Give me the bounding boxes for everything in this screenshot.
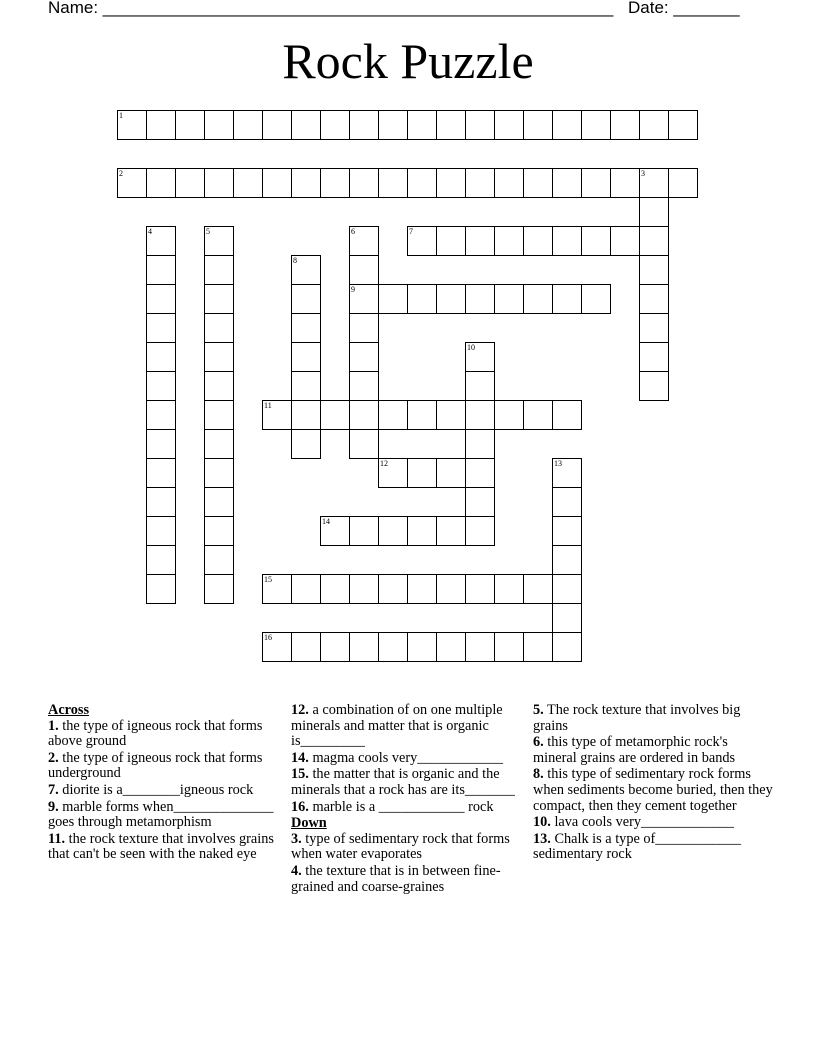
grid-cell[interactable] [407,516,437,546]
grid-cell[interactable] [233,168,263,198]
grid-cell[interactable] [552,226,582,256]
clue-down-6: 6. this type of metamorphic rock's mineral grains are ordered in bands [533,734,736,766]
clues-column-1 [48,703,284,864]
grid-cell[interactable] [146,545,176,575]
grid-cell[interactable] [320,516,350,546]
cell-number: 10 [467,343,475,352]
grid-cell[interactable] [204,110,234,140]
grid-cell[interactable] [465,632,495,662]
grid-cell[interactable] [204,168,234,198]
grid-cell[interactable] [146,226,176,256]
grid-cell[interactable] [204,429,234,459]
grid-cell[interactable] [465,400,495,430]
grid-cell[interactable] [639,197,669,227]
grid-cell[interactable] [639,342,669,372]
grid-cell[interactable] [523,226,553,256]
grid-cell[interactable] [204,342,234,372]
grid-cell[interactable] [349,429,379,459]
cell-number: 6 [351,227,355,236]
cell-number: 14 [322,517,330,526]
grid-cell[interactable] [291,632,321,662]
cell-number: 8 [293,256,297,265]
page-title: Rock Puzzle [282,33,534,89]
grid-cell[interactable] [262,400,292,430]
grid-cell[interactable] [146,371,176,401]
grid-cell[interactable] [146,313,176,343]
grid-cell[interactable] [668,168,698,198]
name-field-label: Name: ______________________________________________________ [48,0,614,17]
clue-down-5: 5. The rock texture that involves big grains [533,702,741,734]
grid-cell[interactable] [494,632,524,662]
clues-column-3 [533,703,773,864]
grid-cell[interactable] [436,574,466,604]
grid-cell[interactable] [175,168,205,198]
grid-cell[interactable] [204,574,234,604]
grid-cell[interactable] [465,574,495,604]
grid-cell[interactable] [262,574,292,604]
grid-cell[interactable] [262,168,292,198]
cell-number: 7 [409,227,413,236]
grid-cell[interactable] [291,371,321,401]
grid-cell[interactable] [552,574,582,604]
grid-cell[interactable] [349,632,379,662]
clue-down-10: 10. lava cools very_____________ [533,814,734,831]
cell-number: 9 [351,285,355,294]
grid-cell[interactable] [378,400,408,430]
grid-cell[interactable] [320,168,350,198]
grid-cell[interactable] [204,284,234,314]
grid-cell[interactable] [581,110,611,140]
grid-cell[interactable] [436,226,466,256]
grid-cell[interactable] [291,168,321,198]
grid-cell[interactable] [146,110,176,140]
grid-cell[interactable] [117,110,147,140]
cell-number: 13 [554,459,562,468]
grid-cell[interactable] [465,284,495,314]
grid-cell[interactable] [320,574,350,604]
grid-cell[interactable] [175,110,205,140]
grid-cell[interactable] [610,110,640,140]
grid-cell[interactable] [465,516,495,546]
grid-cell[interactable] [378,110,408,140]
grid-cell[interactable] [146,574,176,604]
cell-number: 2 [119,169,123,178]
grid-cell[interactable] [436,168,466,198]
grid-cell[interactable] [204,487,234,517]
grid-cell[interactable] [552,458,582,488]
grid-cell[interactable] [465,226,495,256]
grid-cell[interactable] [378,574,408,604]
grid-cell[interactable] [523,110,553,140]
grid-cell[interactable] [407,110,437,140]
grid-cell[interactable] [204,516,234,546]
cell-number: 1 [119,111,123,120]
cell-number: 16 [264,633,272,642]
grid-cell[interactable] [494,574,524,604]
across-heading: Across [48,702,90,718]
grid-cell[interactable] [349,371,379,401]
grid-cell[interactable] [639,313,669,343]
grid-cell[interactable] [204,313,234,343]
grid-cell[interactable] [204,226,234,256]
grid-cell[interactable] [146,255,176,285]
clue-across-14: 14. magma cools very____________ [291,749,504,766]
grid-cell[interactable] [523,168,553,198]
grid-cell[interactable] [378,284,408,314]
grid-cell[interactable] [639,371,669,401]
grid-cell[interactable] [668,110,698,140]
grid-cell[interactable] [465,429,495,459]
grid-cell[interactable] [581,168,611,198]
grid-cell[interactable] [465,342,495,372]
clue-down-3: 3. type of sedimentary rock that forms when water evaporates [291,830,510,863]
grid-cell[interactable] [436,458,466,488]
grid-cell[interactable] [552,400,582,430]
grid-cell[interactable] [291,574,321,604]
grid-cell[interactable] [407,284,437,314]
grid-cell[interactable] [407,168,437,198]
clues-column-2 [291,703,523,896]
grid-cell[interactable] [349,342,379,372]
grid-cell[interactable] [349,168,379,198]
grid-cell[interactable] [349,226,379,256]
grid-cell[interactable] [146,487,176,517]
grid-cell[interactable] [639,110,669,140]
grid-cell[interactable] [436,400,466,430]
grid-cell[interactable] [233,110,263,140]
grid-cell[interactable] [349,574,379,604]
grid-cell[interactable] [146,342,176,372]
grid-cell[interactable] [146,168,176,198]
cell-number: 4 [148,227,152,236]
grid-cell[interactable] [204,255,234,285]
grid-cell[interactable] [204,371,234,401]
grid-cell[interactable] [552,168,582,198]
clue-across-2: 2. the type of igneous rock that forms underground [48,749,263,782]
grid-cell[interactable] [320,110,350,140]
grid-cell[interactable] [407,574,437,604]
grid-cell[interactable] [349,110,379,140]
grid-cell[interactable] [465,487,495,517]
grid-cell[interactable] [581,226,611,256]
clue-across-15: 15. the matter that is organic and the minerals that a rock has are its_______ [291,766,515,798]
grid-cell[interactable] [262,632,292,662]
grid-cell[interactable] [349,255,379,285]
grid-cell[interactable] [407,400,437,430]
grid-cell[interactable] [494,110,524,140]
grid-cell[interactable] [465,110,495,140]
down-heading: Down [291,815,327,832]
grid-cell[interactable] [320,632,350,662]
grid-cell[interactable] [639,255,669,285]
grid-cell[interactable] [320,400,350,430]
clue-across-9: 9. marble forms when______________ goes through metamorphism [48,798,274,831]
grid-cell[interactable] [349,284,379,314]
grid-cell[interactable] [291,313,321,343]
grid-cell[interactable] [494,226,524,256]
grid-cell[interactable] [523,574,553,604]
grid-cell[interactable] [146,458,176,488]
grid-cell[interactable] [146,429,176,459]
grid-cell[interactable] [349,516,379,546]
clue-down-8: 8. this type of sedimentary rock forms when sediments become buried, then they compact, then they cement together [533,766,773,814]
grid-cell[interactable] [291,400,321,430]
grid-cell[interactable] [407,632,437,662]
grid-cell[interactable] [436,632,466,662]
grid-cell[interactable] [204,400,234,430]
grid-cell[interactable] [204,545,234,575]
grid-cell[interactable] [523,632,553,662]
grid-cell[interactable] [639,284,669,314]
grid-cell[interactable] [552,516,582,546]
grid-cell[interactable] [378,168,408,198]
grid-cell[interactable] [639,168,669,198]
grid-cell[interactable] [523,284,553,314]
grid-cell[interactable] [552,284,582,314]
clue-across-11: 11. the rock texture that involves grains that can't be seen with the naked eye [48,830,274,863]
grid-cell[interactable] [465,168,495,198]
cell-number: 15 [264,575,272,584]
grid-cell[interactable] [117,168,147,198]
grid-cell[interactable] [552,632,582,662]
grid-cell[interactable] [552,603,582,633]
grid-cell[interactable] [407,458,437,488]
grid-cell[interactable] [291,284,321,314]
clue-down-13: 13. Chalk is a type of____________ sedimentary rock [533,830,742,863]
grid-cell[interactable] [552,110,582,140]
grid-cell[interactable] [639,226,669,256]
grid-cell[interactable] [291,342,321,372]
grid-cell[interactable] [349,313,379,343]
grid-cell[interactable] [465,458,495,488]
grid-cell[interactable] [494,284,524,314]
grid-cell[interactable] [378,458,408,488]
grid-cell[interactable] [552,545,582,575]
grid-cell[interactable] [204,458,234,488]
grid-cell[interactable] [407,226,437,256]
cell-number: 5 [206,227,210,236]
cell-number: 3 [641,169,645,178]
clue-across-7: 7. diorite is a________igneous rock [48,781,254,798]
grid-cell[interactable] [436,516,466,546]
clue-across-1: 1. the type of igneous rock that forms above ground [48,717,263,750]
grid-cell[interactable] [349,400,379,430]
date-field-label: Date: _______ [628,0,740,17]
grid-cell[interactable] [291,429,321,459]
grid-cell[interactable] [262,110,292,140]
grid-cell[interactable] [146,516,176,546]
clue-across-16: 16. marble is a ____________ rock [291,798,494,815]
grid-cell[interactable] [436,110,466,140]
grid-cell[interactable] [291,255,321,285]
grid-cell[interactable] [465,371,495,401]
grid-cell[interactable] [291,110,321,140]
cell-number: 12 [380,459,388,468]
clue-down-4: 4. the texture that is in between fine-grained and coarse-graines [291,862,501,895]
grid-cell[interactable] [494,168,524,198]
cell-number: 11 [264,401,272,410]
grid-cell[interactable] [436,284,466,314]
grid-cell[interactable] [378,516,408,546]
grid-cell[interactable] [610,168,640,198]
grid-cell[interactable] [146,284,176,314]
grid-cell[interactable] [146,400,176,430]
grid-cell[interactable] [552,487,582,517]
grid-cell[interactable] [610,226,640,256]
clue-across-12: 12. a combination of on one multiple minerals and matter that is organic is_________ [291,702,503,750]
grid-cell[interactable] [581,284,611,314]
grid-cell[interactable] [523,400,553,430]
grid-cell[interactable] [494,400,524,430]
grid-cell[interactable] [378,632,408,662]
